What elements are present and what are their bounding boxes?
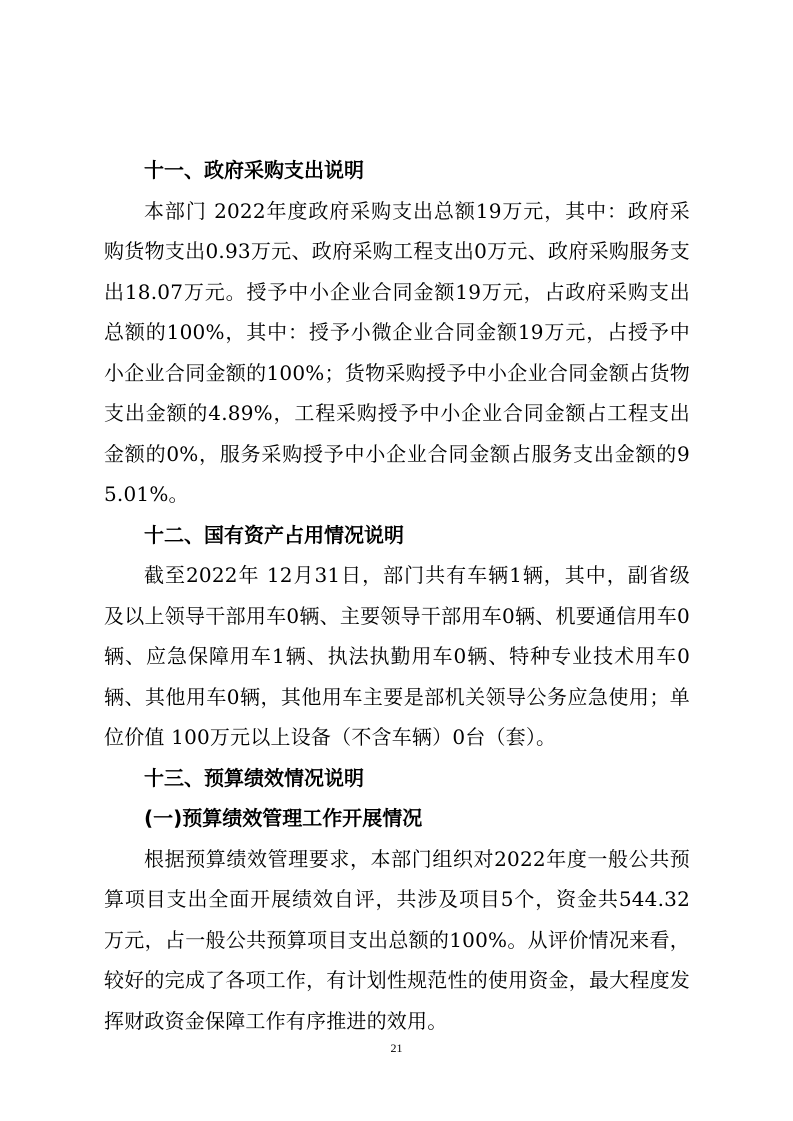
section-heading-budget-performance: 十三、预算绩效情况说明: [144, 765, 364, 790]
paragraph-state-assets: 截至2022年 12月31日，部门共有车辆1辆，其中，副省级及以上领导干部用车0辆、主要领导干部用车0辆、机要通信用车0辆、应急保障用车1辆、执法执勤用车0辆、特种专业技术用车0辆、其他用车0辆，其他用车主要是部机关领导公务应急使用；单位价值 100万元以上设备（不含车辆）0台（套）。: [104, 563, 690, 749]
paragraph-government-procurement: 本部门 2022年度政府采购支出总额19万元，其中：政府采购货物支出0.93万元、政府采购工程支出0万元、政府采购服务支出18.07万元。授予中小企业合同金额19万元，占政府采购支出总额的100%，其中：授予小微企业合同金额19万元，占授予中小企业合同金额的100%；货物采购授予中小企业合同金额占货物支出金额的4.89%，工程采购授予中小企业合同金额占工程支出金额的0%，服务采购授予中小企业合同金额占服务支出金额的95.01%。: [104, 198, 690, 506]
paragraph-performance-management: 根据预算绩效管理要求，本部门组织对2022年度一般公共预算项目支出全面开展绩效自评，共涉及项目5个，资金共544.32万元，占一般公共预算项目支出总额的100%。从评价情况来看，较好的完成了各项工作，有计划性规范性的使用资金，最大程度发挥财政资金保障工作有序推进的效用。: [104, 846, 690, 1033]
page-number: 21: [390, 1041, 403, 1055]
section-heading-state-assets: 十二、国有资产占用情况说明: [144, 522, 404, 547]
section-heading-government-procurement: 十一、政府采购支出说明: [144, 158, 364, 182]
page-content: [104, 150, 690, 1041]
subsection-heading-performance-management: (一)预算绩效管理工作开展情况: [144, 806, 423, 830]
